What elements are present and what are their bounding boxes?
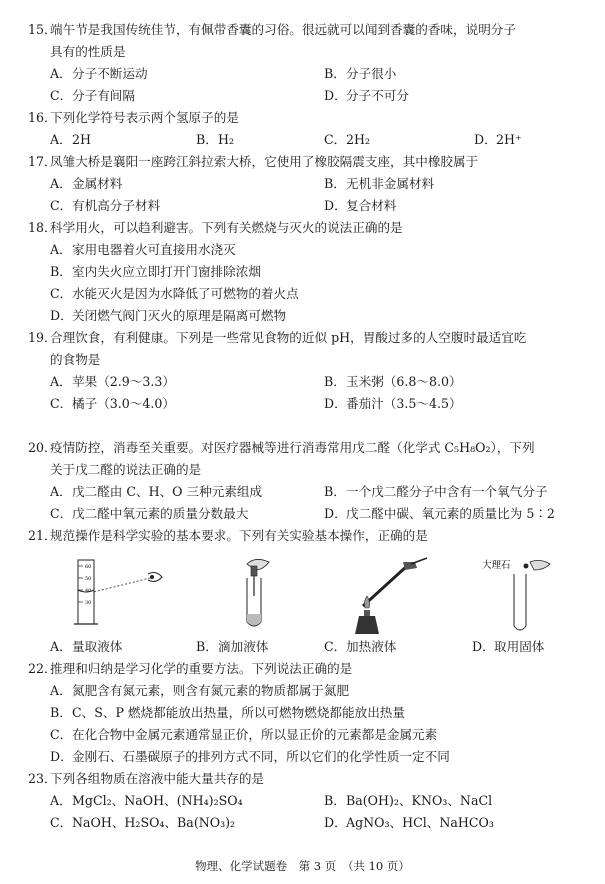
option-c[interactable]: C．水能灭火是因为水降低了可燃物的着火点 bbox=[50, 286, 299, 301]
question-stem: 下列各组物质在溶液中能大量共存的是 bbox=[50, 771, 265, 786]
question-stem: 推理和归纳是学习化学的重要方法。下列说法正确的是 bbox=[50, 661, 353, 676]
question-stem: 规范操作是科学实验的基本要求。下列有关实验基本操作，正确的是 bbox=[50, 528, 428, 543]
option-a[interactable]: A．分子不断运动 bbox=[50, 66, 148, 81]
option-c[interactable]: C．2H₂ bbox=[324, 132, 371, 147]
flame-icon bbox=[364, 596, 369, 608]
question-number: 16． bbox=[28, 110, 57, 125]
option-d[interactable]: D．AgNO₃、HCl、NaHCO₃ bbox=[324, 815, 494, 830]
option-d[interactable]: D．取用固体 bbox=[472, 639, 545, 654]
question-16 bbox=[28, 107, 588, 151]
dropper-test-tube-figure bbox=[225, 556, 295, 630]
option-d[interactable]: D．分子不可分 bbox=[324, 88, 409, 103]
option-a[interactable]: A．量取液体 bbox=[50, 639, 123, 654]
eye-icon bbox=[148, 573, 162, 582]
question-stem-continued: 的食物是 bbox=[50, 352, 101, 367]
question-number: 21． bbox=[28, 528, 57, 543]
option-a[interactable]: A．戊二醛由 C、H、O 三种元素组成 bbox=[50, 484, 263, 499]
question-number: 18． bbox=[28, 220, 57, 235]
question-stem-continued: 具有的性质是 bbox=[50, 44, 126, 59]
option-c[interactable]: C．在化合物中金属元素通常显正价，所以显正价的元素都是金属元素 bbox=[50, 727, 438, 742]
question-number: 20． bbox=[28, 440, 57, 455]
question-stem: 端午节是我国传统佳节，有佩带香囊的习俗。很远就可以闻到香囊的香味，说明分子 bbox=[50, 22, 516, 37]
question-number: 23． bbox=[28, 771, 57, 786]
alcohol-lamp bbox=[355, 616, 379, 634]
question-15 bbox=[28, 19, 588, 107]
question-22 bbox=[28, 658, 588, 768]
question-number: 22． bbox=[28, 661, 57, 676]
tick-label: 50 bbox=[85, 576, 92, 582]
question-21 bbox=[28, 525, 588, 547]
question-stem: 合理饮食，有利健康。下列是一些常见食物的近似 pH，胃酸过多的人空腹时最适宜吃 bbox=[50, 330, 527, 345]
question-17 bbox=[28, 151, 588, 217]
option-d[interactable]: D．2H⁺ bbox=[474, 132, 522, 147]
question-stem: 下列化学符号表示两个氢原子的是 bbox=[50, 110, 239, 125]
option-a[interactable]: A．MgCl₂、NaOH、(NH₄)₂SO₄ bbox=[50, 793, 243, 808]
option-d[interactable]: D．关闭燃气阀门灭火的原理是隔离可燃物 bbox=[50, 308, 287, 323]
option-c[interactable]: C．分子有间隔 bbox=[50, 88, 135, 103]
option-b[interactable]: B．Ba(OH)₂、KNO₃、NaCl bbox=[324, 793, 493, 808]
question-19 bbox=[28, 327, 588, 415]
option-c[interactable]: C．NaOH、H₂SO₄、Ba(NO₃)₂ bbox=[50, 815, 236, 830]
tick-label: 40 bbox=[85, 588, 92, 594]
question-stem: 疫情防控，消毒至关重要。对医疗器械等进行消毒常用戊二醛（化学式 C₅H₈O₂），下列 bbox=[50, 440, 535, 455]
marble-icon bbox=[524, 564, 529, 569]
question-18 bbox=[28, 217, 588, 327]
marble-label: 大理石 bbox=[482, 560, 511, 571]
hand-icon bbox=[530, 560, 550, 570]
option-c[interactable]: C．橘子（3.0～4.0） bbox=[50, 396, 176, 411]
option-d[interactable]: D．金刚石、石墨碳原子的排列方式不同，所以它们的化学性质一定不同 bbox=[50, 749, 450, 764]
hand-icon bbox=[247, 559, 269, 570]
page-footer: 物理、化学试题卷 第 3 页 （共 10 页） bbox=[195, 859, 410, 873]
option-a[interactable]: A．家用电器着火可直接用水浇灭 bbox=[50, 242, 236, 257]
question-number: 15． bbox=[28, 22, 57, 37]
option-c[interactable]: C．戊二醛中氧元素的质量分数最大 bbox=[50, 506, 249, 521]
test-tube bbox=[363, 566, 407, 606]
question-stem: 凤雏大桥是襄阳一座跨江斜拉索大桥，它使用了橡胶隔震支座，其中橡胶属于 bbox=[50, 154, 479, 169]
option-a[interactable]: A．氮肥含有氮元素，则含有氮元素的物质都属于氮肥 bbox=[50, 683, 350, 698]
question-number: 17． bbox=[28, 154, 57, 169]
option-d[interactable]: D．番茄汁（3.5～4.5） bbox=[324, 396, 462, 411]
question-number: 19． bbox=[28, 330, 57, 345]
question-stem: 科学用火，可以趋利避害。下列有关燃烧与灭火的说法正确的是 bbox=[50, 220, 403, 235]
option-c[interactable]: C．加热液体 bbox=[324, 639, 397, 654]
option-b[interactable]: B．玉米粥（6.8～8.0） bbox=[324, 374, 462, 389]
option-d[interactable]: D．复合材料 bbox=[324, 198, 397, 213]
solid-test-tube-figure bbox=[478, 556, 568, 636]
option-b[interactable]: B．无机非金属材料 bbox=[324, 176, 435, 191]
tick-label: 30 bbox=[85, 600, 92, 606]
option-d[interactable]: D．戊二醛中碳、氧元素的质量比为 5∶2 bbox=[324, 506, 555, 521]
question-23 bbox=[28, 768, 588, 834]
question-20 bbox=[28, 437, 588, 525]
graduated-cylinder-figure bbox=[68, 556, 168, 628]
option-b[interactable]: B．滴加液体 bbox=[196, 639, 269, 654]
option-b[interactable]: B．分子很小 bbox=[324, 66, 397, 81]
option-b[interactable]: B．室内失火应立即打开门窗排除浓烟 bbox=[50, 264, 261, 279]
tick-label: 60 bbox=[85, 564, 92, 570]
option-c[interactable]: C．有机高分子材料 bbox=[50, 198, 161, 213]
question-stem-continued: 关于戊二醛的说法正确的是 bbox=[50, 462, 202, 477]
option-b[interactable]: B．一个戊二醛分子中含有一个氧气分子 bbox=[324, 484, 548, 499]
option-b[interactable]: B．H₂ bbox=[196, 132, 235, 147]
option-a[interactable]: A．苹果（2.9～3.3） bbox=[50, 374, 176, 389]
option-a[interactable]: A．2H bbox=[50, 132, 91, 147]
heating-liquid-figure bbox=[345, 556, 435, 636]
option-b[interactable]: B．C、S、P 燃烧都能放出热量，所以可燃物燃烧都能放出热量 bbox=[50, 705, 405, 720]
option-a[interactable]: A．金属材料 bbox=[50, 176, 123, 191]
